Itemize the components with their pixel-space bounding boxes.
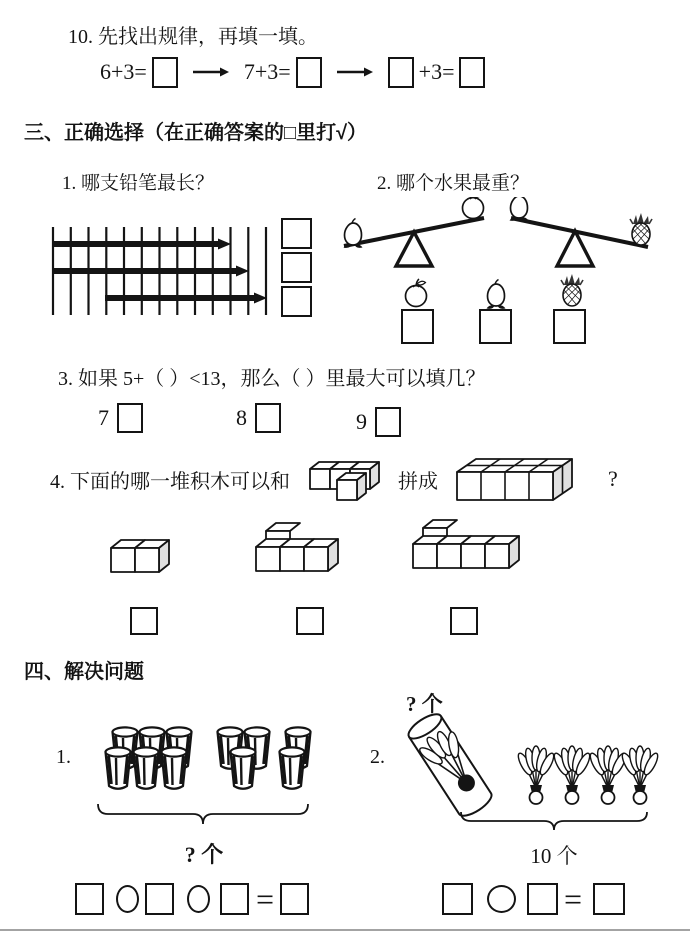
question-10-equation-row [100, 53, 485, 91]
equation-square[interactable] [442, 883, 473, 915]
option-label: 8 [236, 405, 247, 430]
question-3-label: 3. 如果 5+（ ）<13，那么（ ）里最大可以填几？ [58, 368, 486, 390]
section-four-heading: 四、解决问题 [24, 661, 144, 683]
option-checkbox-8[interactable] [255, 403, 281, 433]
answer-box[interactable] [459, 57, 485, 88]
answer-box[interactable] [152, 57, 178, 88]
question-1-label: 1. 哪支铅笔最长？ [62, 173, 215, 194]
page-bottom-rule [0, 929, 690, 931]
pencil-checkbox-3[interactable] [281, 286, 312, 317]
option-checkbox-7[interactable] [117, 403, 143, 433]
pencil-length-diagram [42, 200, 278, 322]
option-checkbox-9[interactable] [375, 407, 401, 437]
p2-unknown-label: ? 个 [406, 692, 443, 716]
q10-expression-c: +3= [418, 59, 455, 84]
cube-pile-option-a-icon [108, 536, 174, 576]
question-10-prompt: 10. 先找出规律，再填一填。 [68, 26, 318, 48]
problem-2-number: 2. [370, 746, 385, 768]
q4-join-text: 拼成 [398, 470, 438, 493]
arrow-right-icon [336, 65, 374, 79]
pile-checkbox-c[interactable] [450, 607, 478, 635]
problem-1-number: 1. [56, 746, 71, 768]
answer-box[interactable] [388, 57, 414, 88]
q3-option-7 [98, 403, 143, 433]
equation-square[interactable] [593, 883, 625, 915]
q10-expression-a: 6+3= [100, 59, 147, 84]
equation-square[interactable] [145, 883, 174, 915]
equation-square[interactable] [280, 883, 309, 915]
section-three-heading: 三、正确选择（在正确答案的□里打√） [24, 122, 368, 144]
question-4-suffix: ? [608, 466, 618, 491]
p1-number-sentence [75, 883, 315, 917]
equation-square[interactable] [75, 883, 104, 915]
q3-option-8 [236, 403, 281, 433]
brace-under-cups [98, 804, 308, 824]
eight-cube-block-icon [454, 454, 576, 504]
four-cube-pile-icon [306, 453, 382, 505]
brace-under-shuttlecocks [461, 812, 647, 830]
option-label: 7 [98, 405, 109, 430]
p2-number-sentence [442, 883, 632, 917]
fruit-checkbox-peach[interactable] [479, 309, 512, 344]
equation-square[interactable] [220, 883, 249, 915]
question-4-row [50, 450, 618, 508]
equals-sign: = [255, 881, 275, 917]
balance-scale-diagram [335, 197, 687, 311]
p1-brace-label: ? 个 [184, 842, 224, 867]
equation-circle[interactable] [116, 885, 139, 913]
cups-diagram [90, 712, 320, 836]
pile-checkbox-b[interactable] [296, 607, 324, 635]
p2-total-label: 10 个 [530, 844, 578, 868]
pencil-checkbox-2[interactable] [281, 252, 312, 283]
pile-checkbox-a[interactable] [130, 607, 158, 635]
q10-expression-b: 7+3= [243, 59, 291, 84]
fruit-checkbox-pineapple[interactable] [553, 309, 586, 344]
answer-box[interactable] [296, 57, 322, 88]
equation-circle[interactable] [187, 885, 210, 913]
pencil-checkbox-1[interactable] [281, 218, 312, 249]
equation-circle[interactable] [487, 885, 516, 913]
question-2-label: 2. 哪个水果最重？ [377, 173, 530, 194]
equals-sign: = [563, 881, 583, 917]
arrow-right-icon [192, 65, 230, 79]
equation-square[interactable] [527, 883, 558, 915]
badminton-problem-diagram [365, 698, 680, 838]
q3-option-9 [356, 407, 401, 437]
cube-pile-option-c-icon [410, 518, 524, 572]
cube-pile-option-b-icon [253, 521, 343, 575]
option-label: 9 [356, 409, 367, 434]
question-4-prefix: 4. 下面的哪一堆积木可以和 [50, 470, 290, 493]
fruit-checkbox-apple[interactable] [401, 309, 434, 344]
